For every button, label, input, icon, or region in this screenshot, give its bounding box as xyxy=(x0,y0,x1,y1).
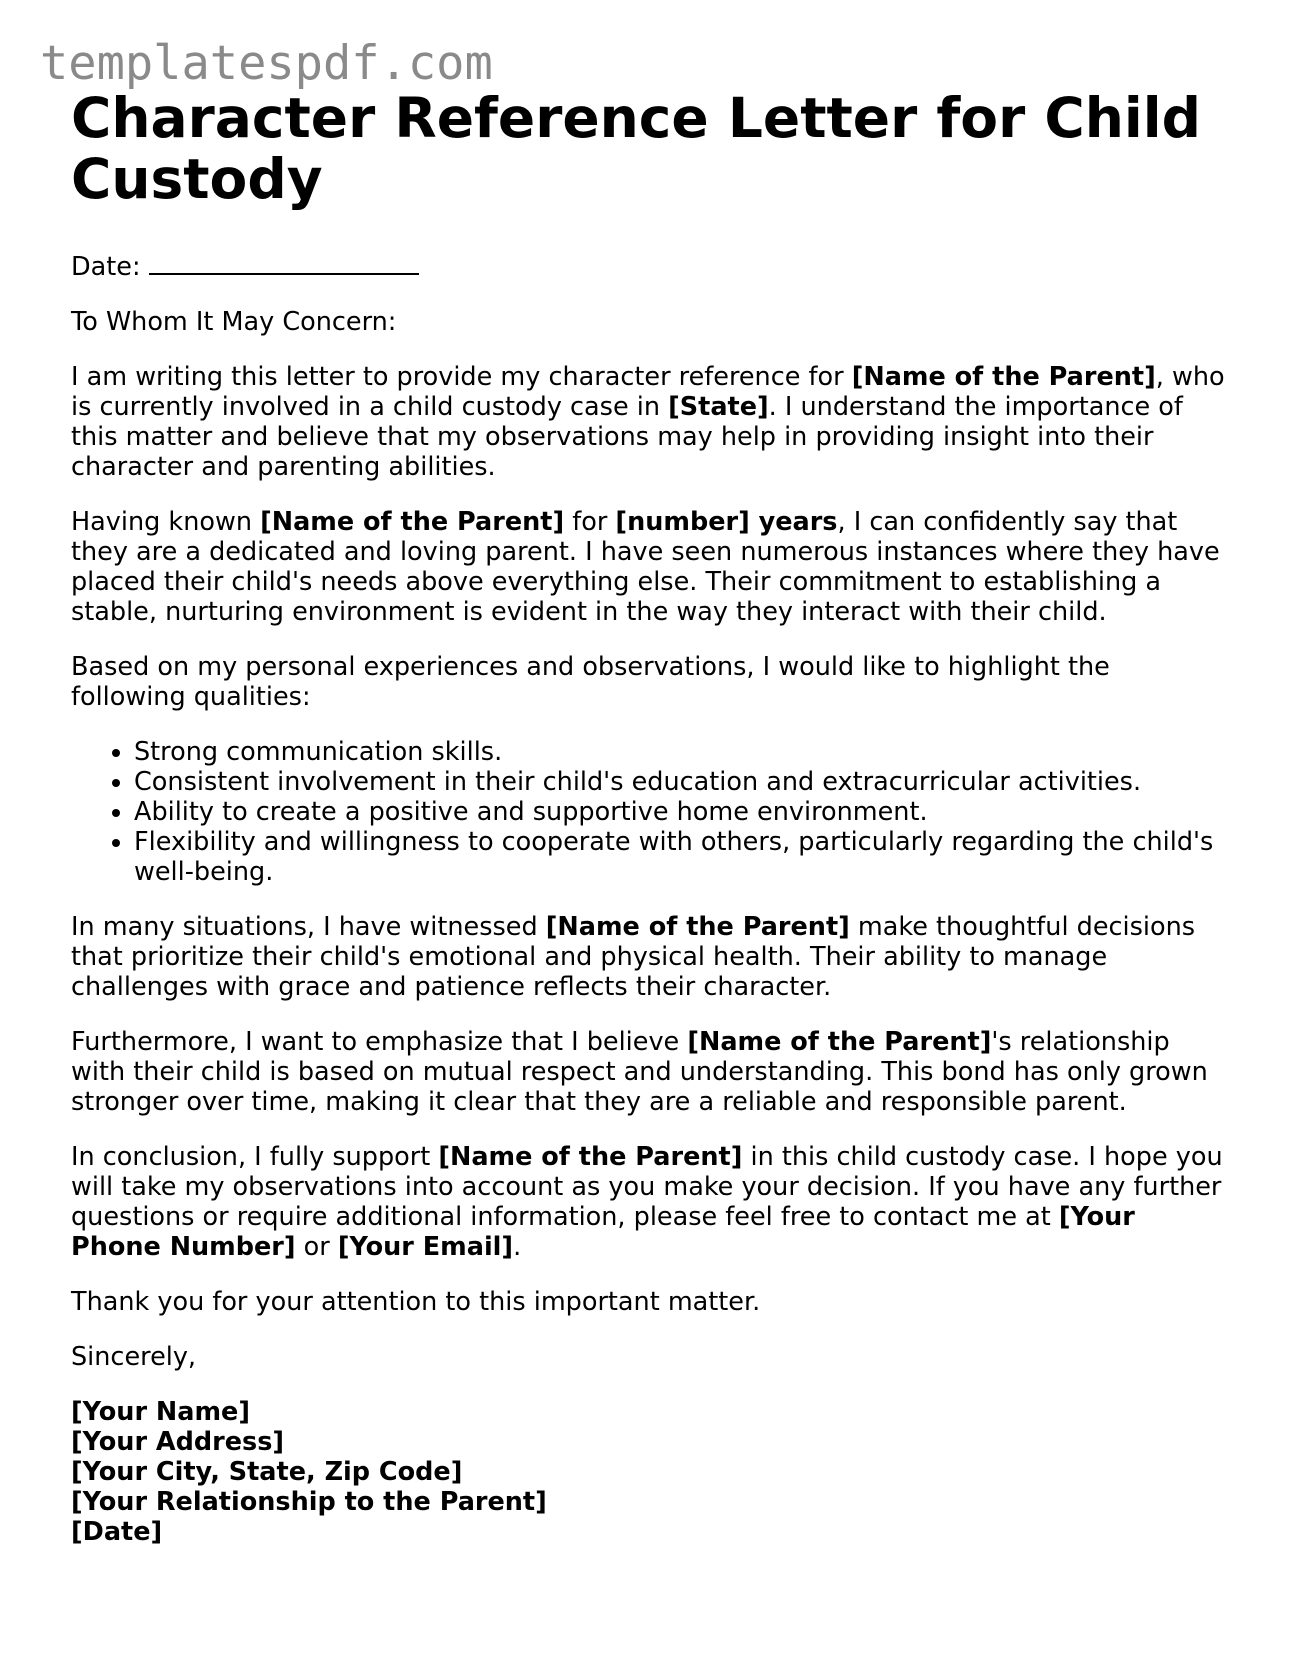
list-item: • Strong communication skills. xyxy=(134,737,1231,767)
watermark-text: templatespdf.com xyxy=(40,36,493,91)
placeholder-parent-name: [Name of the Parent] xyxy=(438,1142,743,1172)
list-item: • Ability to create a positive and supportive home environment. xyxy=(134,797,1231,827)
text-segment: or xyxy=(295,1232,338,1262)
list-item: • Flexibility and willingness to cooperate with others, particularly regarding the child's well-being. xyxy=(134,827,1231,887)
text-segment: . xyxy=(513,1232,522,1262)
placeholder-parent-name: [Name of the Parent] xyxy=(851,362,1156,392)
paragraph-intro xyxy=(71,362,1231,482)
text-segment: , I can confidently say that they are a dedicated and loving parent. I have seen numerous instances where they have placed their child's needs above everything else. Their commitment to establishing a stable, nurturing environment is evident in the way they interact with their child. xyxy=(71,507,1220,627)
signature-date: [Date] xyxy=(71,1517,163,1547)
date-line xyxy=(71,251,1231,282)
text-segment: . I understand the importance of this matter and believe that my observations may help in providing insight into their character and parenting abilities. xyxy=(71,392,1183,482)
paragraph-relationship xyxy=(71,1027,1231,1117)
text-segment: for xyxy=(564,507,616,537)
paragraph-known xyxy=(71,507,1231,627)
placeholder-parent-name: [Name of the Parent] xyxy=(545,912,850,942)
text-segment: , who is currently involved in a child custody case in xyxy=(71,362,1225,422)
text-segment: in this child custody case. I hope you will take my observations into account as you make your decision. If you have any further questions or require additional information, please feel free to contact me at xyxy=(71,1142,1223,1232)
closing: Sincerely, xyxy=(71,1342,197,1372)
text-segment: In many situations, I have witnessed xyxy=(71,912,546,942)
salutation: To Whom It May Concern: xyxy=(71,307,397,337)
signature-city: [Your City, State, Zip Code] xyxy=(71,1457,463,1487)
text-segment: make thoughtful decisions that prioritize their child's emotional and physical health. Their ability to manage challenges with grace and patience reflects their character. xyxy=(71,912,1196,1002)
paragraph-conclusion xyxy=(71,1142,1231,1262)
paragraph-qualities-intro: Based on my personal experiences and observations, I would like to highlight the following qualities: xyxy=(71,652,1110,712)
page-title: Character Reference Letter for Child Custody xyxy=(71,86,1201,211)
signature-block xyxy=(71,1397,1231,1547)
text-segment: 's relationship with their child is based on mutual respect and understanding. This bond has only grown stronger over time, making it clear that they are a reliable and responsible parent. xyxy=(71,1027,1208,1117)
thanks-line: Thank you for your attention to this important matter. xyxy=(71,1287,761,1317)
text-segment: I am writing this letter to provide my character reference for xyxy=(71,362,852,392)
date-label: Date: xyxy=(71,252,141,282)
placeholder-state: [State] xyxy=(668,392,769,422)
placeholder-years: [number] years xyxy=(615,507,838,537)
placeholder-parent-name: [Name of the Parent] xyxy=(687,1027,992,1057)
signature-relationship: [Your Relationship to the Parent] xyxy=(71,1487,547,1517)
text-segment: Furthermore, I want to emphasize that I believe xyxy=(71,1027,688,1057)
list-item: • Consistent involvement in their child's education and extracurricular activities. xyxy=(134,767,1231,797)
placeholder-parent-name: [Name of the Parent] xyxy=(260,507,565,537)
placeholder-phone: [Your Phone Number] xyxy=(71,1202,1135,1262)
date-blank-field[interactable] xyxy=(149,251,419,275)
placeholder-email: [Your Email] xyxy=(337,1232,514,1262)
paragraph-decisions xyxy=(71,912,1231,1002)
qualities-list xyxy=(71,737,1231,887)
signature-name: [Your Name] xyxy=(71,1397,250,1427)
text-segment: In conclusion, I fully support xyxy=(71,1142,439,1172)
signature-address: [Your Address] xyxy=(71,1427,285,1457)
text-segment: Having known xyxy=(71,507,261,537)
letter-document xyxy=(71,88,1231,1547)
